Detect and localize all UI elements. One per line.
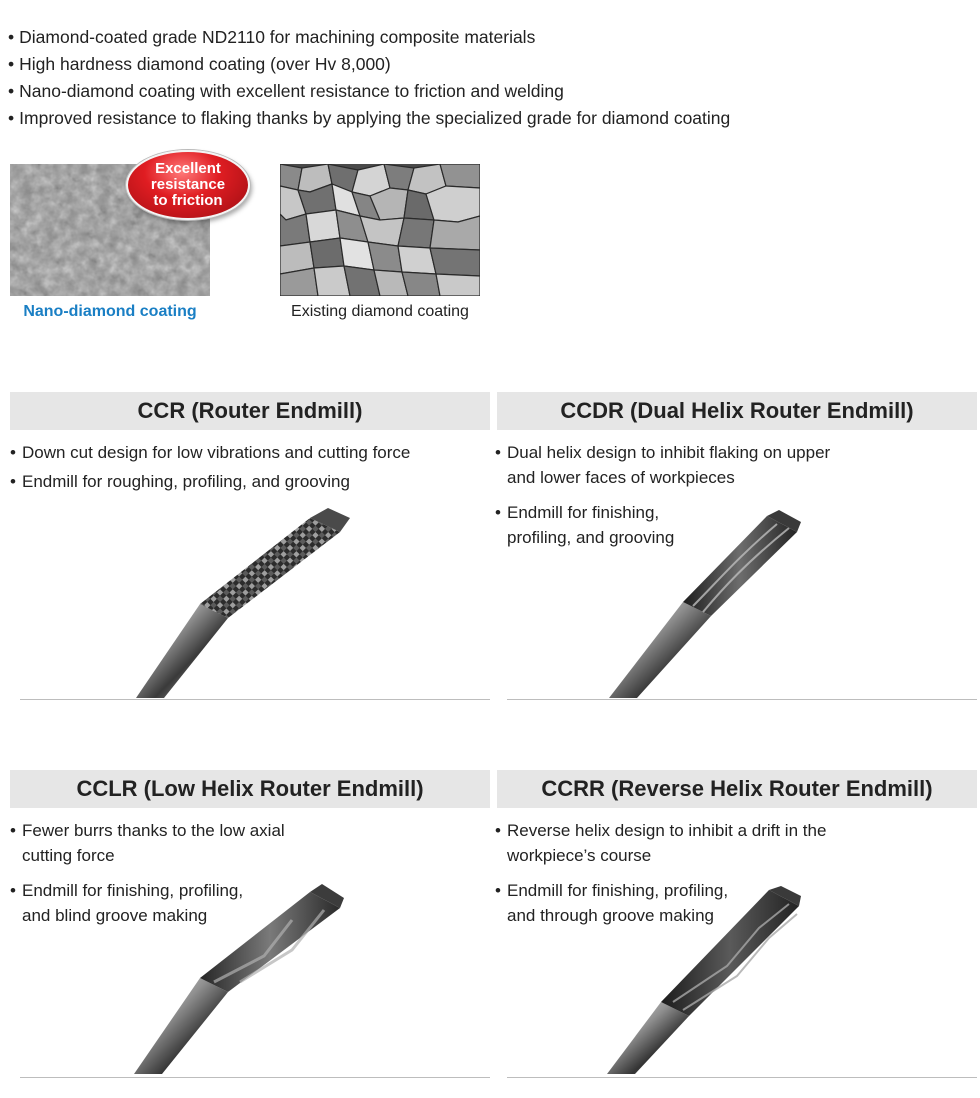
product-card-ccdr — [497, 392, 977, 700]
existing-diamond-caption: Existing diamond coating — [291, 303, 469, 320]
router-endmill-image — [10, 392, 490, 700]
product-feature: • Endmill for finishing, profiling, and through groove making — [495, 878, 747, 928]
badge-line: to friction — [153, 192, 223, 209]
divider — [507, 1077, 977, 1078]
existing-diamond-sample — [280, 164, 480, 321]
product-card-ccr — [10, 392, 490, 700]
badge-line: Excellent — [155, 160, 221, 177]
feature-item: • Diamond-coated grade ND2110 for machining composite materials — [8, 24, 730, 51]
product-title: CCDR (Dual Helix Router Endmill) — [497, 392, 977, 430]
existing-diamond-micrograph — [280, 164, 480, 296]
product-card-cclr — [10, 770, 490, 1078]
product-feature: • Dual helix design to inhibit flaking on upper and lower faces of workpieces — [495, 440, 847, 490]
dual-helix-endmill-image — [497, 392, 977, 700]
nano-diamond-caption: Nano-diamond coating — [23, 303, 197, 320]
product-feature: • Reverse helix design to inhibit a drift in the workpiece’s course — [495, 818, 847, 868]
low-helix-endmill-image — [10, 770, 490, 1076]
product-feature: • Endmill for roughing, profiling, and grooving — [10, 469, 410, 494]
divider — [507, 699, 977, 700]
product-title: CCLR (Low Helix Router Endmill) — [10, 770, 490, 808]
feature-list — [8, 24, 730, 132]
badge-line: resistance — [150, 176, 226, 193]
product-feature: • Endmill for finishing, profiling, and grooving — [495, 500, 687, 550]
product-feature: • Down cut design for low vibrations and cutting force — [10, 440, 410, 465]
product-title: CCR (Router Endmill) — [10, 392, 490, 430]
divider — [20, 1077, 490, 1078]
divider — [20, 699, 490, 700]
feature-item: • Nano-diamond coating with excellent resistance to friction and welding — [8, 78, 730, 105]
friction-resistance-badge — [126, 150, 250, 220]
product-card-ccrr — [497, 770, 977, 1078]
reverse-helix-endmill-image — [497, 770, 977, 1076]
feature-item: • High hardness diamond coating (over Hv 8,000) — [8, 51, 730, 78]
feature-item: • Improved resistance to flaking thanks by applying the specialized grade for diamond coating — [8, 105, 730, 132]
product-feature: • Endmill for finishing, profiling, and blind groove making — [10, 878, 272, 928]
product-feature: • Fewer burrs thanks to the low axial cutting force — [10, 818, 312, 868]
product-title: CCRR (Reverse Helix Router Endmill) — [497, 770, 977, 808]
